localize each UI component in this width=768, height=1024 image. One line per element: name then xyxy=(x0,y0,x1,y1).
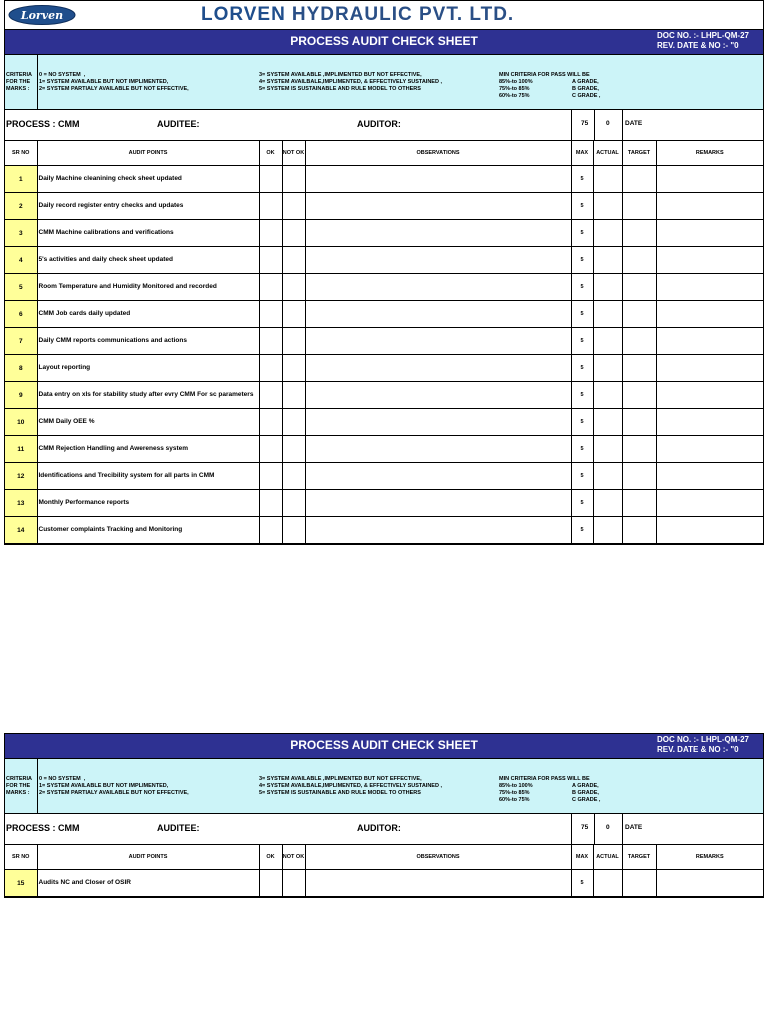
sr-no-cell: 7 xyxy=(5,328,37,355)
criteria-list-2: 3= SYSTEM AVAILABLE ,IMPLIMENTED BUT NOT EFFECTIVE, 4= SYSTEM AVAILBALE,IMPLIMENTED, & EFFECTIVELY SUSTAINED , 5= SYSTEM IS SUSTAINABLE AND RULE MODEL TO OTHERS xyxy=(259,776,442,796)
header-observations: OBSERVATIONS xyxy=(305,141,571,166)
observations-cell[interactable] xyxy=(305,328,571,355)
actual-score-cell[interactable] xyxy=(593,463,622,490)
actual-score-cell[interactable] xyxy=(593,409,622,436)
target-cell[interactable] xyxy=(622,220,656,247)
target-cell[interactable] xyxy=(622,409,656,436)
table-row xyxy=(5,436,763,463)
header-ok: OK xyxy=(259,141,282,166)
not-ok-cell[interactable] xyxy=(282,328,305,355)
criteria-label: CRITERIA FOR THE MARKS : xyxy=(6,72,32,92)
pass-criteria-heading: MIN CRITERIA FOR PASS WILL BE xyxy=(499,72,590,78)
audit-point-cell: Data entry on xls for stability study after evry CMM For sc parameters xyxy=(37,382,259,409)
date-label: DATE xyxy=(625,120,643,127)
table-row xyxy=(5,490,763,517)
table-row xyxy=(5,247,763,274)
actual-score-cell[interactable] xyxy=(593,220,622,247)
target-cell[interactable] xyxy=(622,193,656,220)
ok-cell[interactable] xyxy=(259,409,282,436)
target-cell[interactable] xyxy=(622,517,656,544)
remarks-cell[interactable] xyxy=(656,409,763,436)
svg-text:Lorven: Lorven xyxy=(20,9,64,22)
doc-number: DOC NO. :- LHPL-QM-27 xyxy=(657,31,749,40)
not-ok-cell[interactable] xyxy=(282,166,305,193)
doc-number-block xyxy=(657,735,749,755)
header-not-ok: NOT OK xyxy=(282,845,305,870)
doc-number-block xyxy=(657,31,749,51)
ok-cell[interactable] xyxy=(259,490,282,517)
grade-b: 75%-to 85% B GRADE, xyxy=(499,86,599,92)
remarks-cell[interactable] xyxy=(656,301,763,328)
ok-cell[interactable] xyxy=(259,355,282,382)
not-ok-cell[interactable] xyxy=(282,436,305,463)
header-max: MAX xyxy=(571,141,593,166)
process-label: PROCESS : CMM xyxy=(6,823,80,833)
remarks-cell[interactable] xyxy=(656,193,763,220)
table-row xyxy=(5,193,763,220)
max-score-cell: 5 xyxy=(571,193,593,220)
table-header-row xyxy=(5,845,763,870)
sr-no-cell: 10 xyxy=(5,409,37,436)
ok-cell[interactable] xyxy=(259,463,282,490)
header-observations: OBSERVATIONS xyxy=(305,845,571,870)
sr-no-cell: 5 xyxy=(5,274,37,301)
not-ok-cell[interactable] xyxy=(282,517,305,544)
max-score-cell: 5 xyxy=(571,517,593,544)
sheet-title: PROCESS AUDIT CHECK SHEET xyxy=(290,34,478,48)
sr-no-cell: 1 xyxy=(5,166,37,193)
ok-cell[interactable] xyxy=(259,193,282,220)
header-actual: ACTUAL xyxy=(593,141,622,166)
header-sr-no: SR NO xyxy=(5,845,37,870)
observations-cell[interactable] xyxy=(305,247,571,274)
not-ok-cell[interactable] xyxy=(282,301,305,328)
remarks-cell[interactable] xyxy=(656,382,763,409)
audit-point-cell: Monthly Performance reports xyxy=(37,490,259,517)
audit-sheet-page-1 xyxy=(4,0,764,545)
actual-score-cell[interactable] xyxy=(593,301,622,328)
table-row xyxy=(5,382,763,409)
actual-score-cell[interactable] xyxy=(593,274,622,301)
grade-c: 60%-to 75% C GRADE , xyxy=(499,797,601,803)
criteria-label: CRITERIA FOR THE MARKS : xyxy=(6,776,32,796)
company-name-rest: HYDRAULIC PVT. LTD. xyxy=(291,4,515,25)
pass-criteria-heading: MIN CRITERIA FOR PASS WILL BE xyxy=(499,776,590,782)
revision-info: REV. DATE & NO :- "0 xyxy=(657,745,739,754)
observations-cell[interactable] xyxy=(305,301,571,328)
remarks-cell[interactable] xyxy=(656,355,763,382)
ok-cell[interactable] xyxy=(259,436,282,463)
target-cell[interactable] xyxy=(622,274,656,301)
header-remarks: REMARKS xyxy=(656,845,763,870)
total-max-score: 75 xyxy=(581,120,589,127)
observations-cell[interactable] xyxy=(305,193,571,220)
company-logo xyxy=(7,4,77,26)
audit-point-cell: Customer complaints Tracking and Monitoring xyxy=(37,517,259,544)
ok-cell[interactable] xyxy=(259,328,282,355)
audit-point-cell: CMM Job cards daily updated xyxy=(37,301,259,328)
header-ok: OK xyxy=(259,845,282,870)
process-label: PROCESS : CMM xyxy=(6,119,80,129)
max-score-cell: 5 xyxy=(571,409,593,436)
not-ok-cell[interactable] xyxy=(282,382,305,409)
sr-no-cell: 3 xyxy=(5,220,37,247)
sr-no-cell: 15 xyxy=(5,870,37,897)
process-info-row xyxy=(5,814,763,845)
company-header xyxy=(5,1,763,30)
observations-cell[interactable] xyxy=(305,355,571,382)
audit-table xyxy=(5,845,763,897)
audit-point-cell: Daily Machine cleanining check sheet updated xyxy=(37,166,259,193)
header-max: MAX xyxy=(571,845,593,870)
title-bar xyxy=(5,734,763,759)
observations-cell[interactable] xyxy=(305,870,571,897)
ok-cell[interactable] xyxy=(259,220,282,247)
audit-point-cell: CMM Machine calibrations and verifications xyxy=(37,220,259,247)
sr-no-cell: 4 xyxy=(5,247,37,274)
grade-b: 75%-to 85% B GRADE, xyxy=(499,790,599,796)
table-row xyxy=(5,328,763,355)
max-score-cell: 5 xyxy=(571,220,593,247)
actual-score-cell[interactable] xyxy=(593,328,622,355)
sheet-title: PROCESS AUDIT CHECK SHEET xyxy=(290,738,478,752)
not-ok-cell[interactable] xyxy=(282,193,305,220)
table-row xyxy=(5,355,763,382)
not-ok-cell[interactable] xyxy=(282,463,305,490)
target-cell[interactable] xyxy=(622,328,656,355)
remarks-cell[interactable] xyxy=(656,328,763,355)
header-target: TARGET xyxy=(622,845,656,870)
observations-cell[interactable] xyxy=(305,436,571,463)
revision-info: REV. DATE & NO :- "0 xyxy=(657,41,739,50)
auditee-label: AUDITEE: xyxy=(157,823,200,833)
remarks-cell[interactable] xyxy=(656,870,763,897)
audit-table xyxy=(5,141,763,544)
observations-cell[interactable] xyxy=(305,463,571,490)
company-name xyxy=(201,4,514,26)
observations-cell[interactable] xyxy=(305,220,571,247)
auditee-label: AUDITEE: xyxy=(157,119,200,129)
ok-cell[interactable] xyxy=(259,166,282,193)
actual-score-cell[interactable] xyxy=(593,193,622,220)
header-target: TARGET xyxy=(622,141,656,166)
process-info-row xyxy=(5,110,763,141)
max-score-cell: 5 xyxy=(571,247,593,274)
date-label: DATE xyxy=(625,824,643,831)
observations-cell[interactable] xyxy=(305,274,571,301)
target-cell[interactable] xyxy=(622,301,656,328)
ok-cell[interactable] xyxy=(259,301,282,328)
audit-point-cell: CMM Rejection Handling and Awereness system xyxy=(37,436,259,463)
target-cell[interactable] xyxy=(622,355,656,382)
grade-c: 60%-to 75% C GRADE , xyxy=(499,93,601,99)
actual-score-cell[interactable] xyxy=(593,490,622,517)
audit-point-cell: Room Temperature and Humidity Monitored and recorded xyxy=(37,274,259,301)
audit-sheet-page-2 xyxy=(4,733,764,898)
ok-cell[interactable] xyxy=(259,247,282,274)
max-score-cell: 5 xyxy=(571,301,593,328)
criteria-list-1: 0 = NO SYSTEM , 1= SYSTEM AVAILABLE BUT NOT IMPLIMENTED, 2= SYSTEM PARTIALY AVAILABLE BUT NOT EFFECTIVE, xyxy=(39,776,189,796)
criteria-list-2: 3= SYSTEM AVAILABLE ,IMPLIMENTED BUT NOT EFFECTIVE, 4= SYSTEM AVAILBALE,IMPLIMENTED, & EFFECTIVELY SUSTAINED , 5= SYSTEM IS SUSTAINABLE AND RULE MODEL TO OTHERS xyxy=(259,72,442,92)
observations-cell[interactable] xyxy=(305,166,571,193)
header-audit-points: AUDIT POINTS xyxy=(37,845,259,870)
header-not-ok: NOT OK xyxy=(282,141,305,166)
actual-score-cell[interactable] xyxy=(593,355,622,382)
not-ok-cell[interactable] xyxy=(282,490,305,517)
header-actual: ACTUAL xyxy=(593,845,622,870)
grade-a: 85%-to 100% A GRADE, xyxy=(499,783,599,789)
observations-cell[interactable] xyxy=(305,490,571,517)
header-sr-no: SR NO xyxy=(5,141,37,166)
not-ok-cell[interactable] xyxy=(282,870,305,897)
table-row xyxy=(5,870,763,897)
table-row xyxy=(5,166,763,193)
remarks-cell[interactable] xyxy=(656,463,763,490)
audit-point-cell: Identifications and Trecibility system for all parts in CMM xyxy=(37,463,259,490)
observations-cell[interactable] xyxy=(305,517,571,544)
table-row xyxy=(5,409,763,436)
criteria-section xyxy=(5,55,763,110)
remarks-cell[interactable] xyxy=(656,490,763,517)
company-brand: LORVEN xyxy=(201,4,286,25)
table-row xyxy=(5,301,763,328)
total-actual-score: 0 xyxy=(606,824,610,831)
observations-cell[interactable] xyxy=(305,382,571,409)
table-row xyxy=(5,463,763,490)
audit-point-cell: Daily record register entry checks and updates xyxy=(37,193,259,220)
table-row xyxy=(5,220,763,247)
sr-no-cell: 11 xyxy=(5,436,37,463)
sr-no-cell: 9 xyxy=(5,382,37,409)
not-ok-cell[interactable] xyxy=(282,220,305,247)
remarks-cell[interactable] xyxy=(656,166,763,193)
not-ok-cell[interactable] xyxy=(282,355,305,382)
target-cell[interactable] xyxy=(622,382,656,409)
actual-score-cell[interactable] xyxy=(593,247,622,274)
header-remarks: REMARKS xyxy=(656,141,763,166)
actual-score-cell[interactable] xyxy=(593,436,622,463)
title-bar xyxy=(5,30,763,55)
doc-number: DOC NO. :- LHPL-QM-27 xyxy=(657,735,749,744)
remarks-cell[interactable] xyxy=(656,247,763,274)
target-cell[interactable] xyxy=(622,166,656,193)
auditor-label: AUDITOR: xyxy=(357,119,401,129)
sr-no-cell: 12 xyxy=(5,463,37,490)
max-score-cell: 5 xyxy=(571,490,593,517)
not-ok-cell[interactable] xyxy=(282,409,305,436)
sr-no-cell: 2 xyxy=(5,193,37,220)
max-score-cell: 5 xyxy=(571,870,593,897)
sr-no-cell: 8 xyxy=(5,355,37,382)
ok-cell[interactable] xyxy=(259,517,282,544)
max-score-cell: 5 xyxy=(571,274,593,301)
ok-cell[interactable] xyxy=(259,870,282,897)
audit-point-cell: Audits NC and Closer of OSIR xyxy=(37,870,259,897)
audit-point-cell: CMM Daily OEE % xyxy=(37,409,259,436)
grade-a: 85%-to 100% A GRADE, xyxy=(499,79,599,85)
max-score-cell: 5 xyxy=(571,166,593,193)
actual-score-cell[interactable] xyxy=(593,382,622,409)
target-cell[interactable] xyxy=(622,436,656,463)
target-cell[interactable] xyxy=(622,247,656,274)
auditor-label: AUDITOR: xyxy=(357,823,401,833)
max-score-cell: 5 xyxy=(571,382,593,409)
table-row xyxy=(5,274,763,301)
ok-cell[interactable] xyxy=(259,274,282,301)
ok-cell[interactable] xyxy=(259,382,282,409)
table-row xyxy=(5,517,763,544)
max-score-cell: 5 xyxy=(571,328,593,355)
header-audit-points: AUDIT POINTS xyxy=(37,141,259,166)
target-cell[interactable] xyxy=(622,870,656,897)
actual-score-cell[interactable] xyxy=(593,166,622,193)
observations-cell[interactable] xyxy=(305,409,571,436)
remarks-cell[interactable] xyxy=(656,517,763,544)
sr-no-cell: 14 xyxy=(5,517,37,544)
actual-score-cell[interactable] xyxy=(593,517,622,544)
max-score-cell: 5 xyxy=(571,436,593,463)
audit-point-cell: 5's activities and daily check sheet updated xyxy=(37,247,259,274)
criteria-section xyxy=(5,759,763,814)
actual-score-cell[interactable] xyxy=(593,870,622,897)
total-max-score: 75 xyxy=(581,824,589,831)
sr-no-cell: 6 xyxy=(5,301,37,328)
sr-no-cell: 13 xyxy=(5,490,37,517)
audit-point-cell: Layout reporting xyxy=(37,355,259,382)
remarks-cell[interactable] xyxy=(656,436,763,463)
audit-point-cell: Daily CMM reports communications and actions xyxy=(37,328,259,355)
not-ok-cell[interactable] xyxy=(282,274,305,301)
target-cell[interactable] xyxy=(622,463,656,490)
not-ok-cell[interactable] xyxy=(282,247,305,274)
criteria-list-1: 0 = NO SYSTEM , 1= SYSTEM AVAILABLE BUT NOT IMPLIMENTED, 2= SYSTEM PARTIALY AVAILABLE BUT NOT EFFECTIVE, xyxy=(39,72,189,92)
remarks-cell[interactable] xyxy=(656,220,763,247)
remarks-cell[interactable] xyxy=(656,274,763,301)
target-cell[interactable] xyxy=(622,490,656,517)
max-score-cell: 5 xyxy=(571,463,593,490)
max-score-cell: 5 xyxy=(571,355,593,382)
total-actual-score: 0 xyxy=(606,120,610,127)
table-header-row xyxy=(5,141,763,166)
